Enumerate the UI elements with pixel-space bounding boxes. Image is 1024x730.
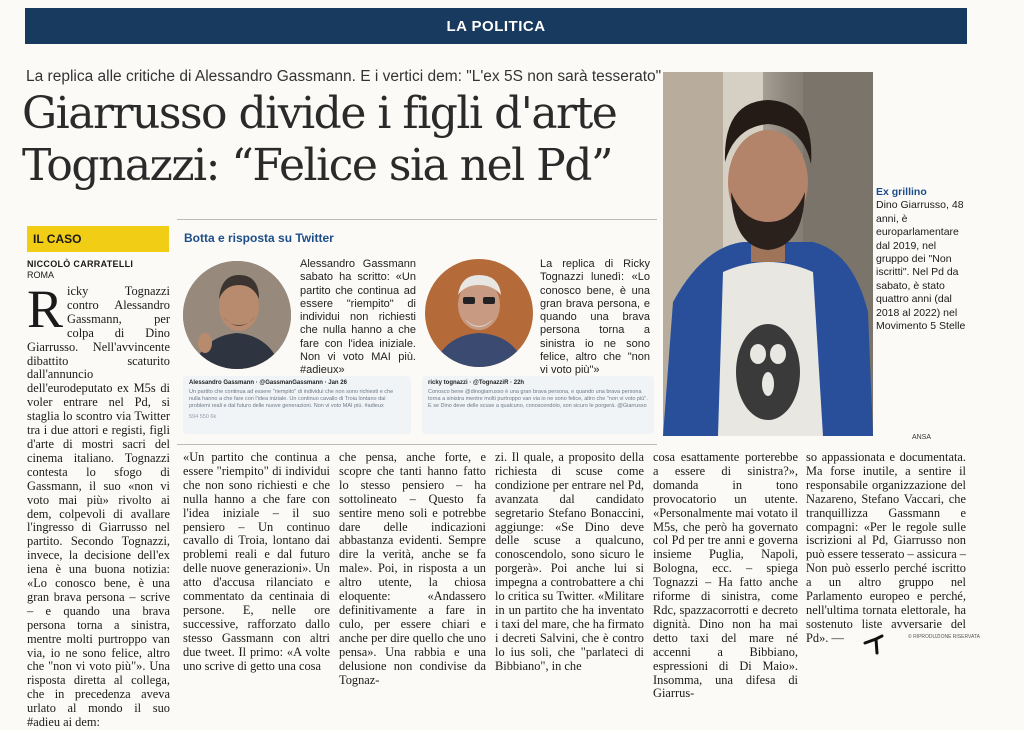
column-4-text: zi. Il quale, a proposito della richiesta di scuse come condizione per entrare nel Pd, avanzata dal candidato segretario Stefano Bonaccini, aggiunge: «Se Dino deve delle scuse a qualcuno, conoscendolo, sono sicuro le porgerà». Poi anche lui si impegna a controbattere a chi lo critica su Twitter. «Militare in un partito che ha inventato i taxi del mare, che ha firmato i decreti Salvini, che è contro lo ius soli, che "parlateci di Bibbiano", in che — [495, 450, 644, 673]
tweet1-footer: 594 550 6k — [189, 414, 217, 420]
article-column-2 — [183, 451, 330, 674]
photo-caption — [876, 186, 968, 333]
kicker: La replica alle critiche di Alessandro Gassmann. E i vertici dem: "L'ex 5S non sarà tesserato" — [26, 68, 662, 85]
gassmann-photo — [183, 261, 291, 369]
drop-cap: R — [27, 279, 64, 339]
caption-text: Dino Giarrusso, 48 anni, è europarlamentare dal 2019, nel gruppo dei "Non iscritti". Nel Pd da sabato, è stato quattro anni (dal 2018 al 2022) nel Movimento 5 Stelle — [876, 199, 966, 333]
copyright-note: © RIPRODUZIONE RISERVATA — [908, 634, 980, 640]
article-column-4 — [495, 451, 644, 674]
author-byline: NICCOLÒ CARRATELLI — [27, 259, 134, 269]
article-column-3 — [339, 451, 486, 687]
column-3-text: che pensa, anche forte, e scopre che tanti hanno fatto lo stesso pensiero – ha sottolineato – Questo fa sentire meno soli e potrebbe dare delle indicazioni abbastanza evidenti. Sempre dire la verità, anche se fa male». Poi, in risposta a un altro utente, la chiosa eloquente: «Andassero definitivamente a fare in culo, per essere chiari e anche per dire quello che uno pensa». Una rabbia e una delusione non condivise da Tognaz- — [339, 450, 486, 687]
logo-mark — [862, 633, 892, 655]
column-6-text: so appassionata e documentata. Ma forse inutile, a sentire il responsabile organizzazione del Nazareno, Stefano Vaccari, che tranquillizza Gassmann e compagni: «Per le regole sulle iscrizioni al Pd, Giarrusso non può essere tesserato – assicura – Non può esserlo perché iscritto a un altro gruppo nel Parlamento europeo e perché, nell'ultima tornata elettorale, ha sostenuto liste avversarie del Pd». — — [806, 450, 966, 645]
gassmann-illustration — [183, 261, 291, 369]
caption-title: Ex grillino — [876, 186, 927, 198]
tweet1-body: Un partito che continua ad essere "riempito" di individui che non sono richiesti e che nulla hanno a che fare con l'idea iniziale. Un continuo cavallo di Troia lontano dai problemi reali e dal futuro delle nuove generazioni. Non vi voto MAI più. #adieux — [189, 389, 394, 409]
headline-line2: Tognazzi: “Felice sia nel Pd” — [22, 140, 612, 191]
article-column-5 — [653, 451, 798, 701]
column-5-text: cosa esattamente porterebbe a essere di sinistra?», domanda in tono provocatorio un utente. «Personalmente mai votato il M5s, che però ha governato col Pd per tre anni e governa insieme Puglia, Napoli, Bologna, ecc. – spiega Tognazzi – Ha fatto anche riforme di sinistra, come Rdc, spazzacorrotti e decreto dignità. Dino non ha mai detto taxi del mare né accenni a Bibbiano, espressioni di Di Maio». Insomma, una difesa di Giarrus- — [653, 450, 798, 701]
article-column-1 — [27, 279, 170, 730]
tweet2-body: Conosco bene @dinogiarrusso è una gran brava persona, e quando una brava persona torna a sinistra mentre molti purtroppo van via io ne sono felice, altro che "non vi voto più". E se Dino deve delle scuse a qualcuno, conoscendolo, son sicuro le porgerà. @Giarrusso — [428, 389, 648, 409]
gassmann-quote: Alessandro Gassmann sabato ha scritto: «Un partito che continua ad essere "riempito" di individui non richiesti che nulla hanno a che fare con l'idea iniziale. Non vi voto MAI più. #adieux» — [300, 258, 416, 377]
portrait-photo — [663, 72, 873, 436]
column-1-text: icky Tognazzi contro Alessandro Gassmann, per colpa di Dino Giarrusso. Nell'avvincente dibattito scaturito dall'annuncio dell'eurodeputato ex M5s di voler entrare nel Pd, si staglia lo scontro via Twitter tra i due attori e registi, figli d'arte di mostri sacri del cinema italiano. Tognazzi contesta lo sfogo di Gassmann, il suo «non vi voto mai più» rivolto ai dem, colpevoli di avallare l'ingresso di Giarrusso nel partito. Secondo Tognazzi, invece, la decisione dell'ex iena è una buona notizia: «Lo conosco bene, è una gran brava persona – scrive – e quando una brava persona torna a sinistra, mentre molti purtroppo van via, io ne sono felice, altro che "non vi voto più"». Una risposta diretta al collega, che in precedenza aveva urlato al mondo il suo #adieu ai dem: — [27, 284, 170, 730]
portrait-illustration — [663, 72, 873, 436]
section-label: LA POLITICA — [446, 17, 546, 35]
headline — [22, 88, 672, 192]
il-caso-label: IL CASO — [33, 232, 82, 246]
headline-line1: Giarrusso divide i figli d'arte — [22, 88, 617, 139]
dateline-city: ROMA — [27, 270, 54, 280]
photo-credit: ANSA — [912, 434, 932, 441]
twitter-box-title: Botta e risposta su Twitter — [184, 231, 334, 245]
divider — [177, 444, 657, 445]
tweet-screenshot-tognazzi — [422, 376, 654, 434]
article-column-6 — [806, 451, 966, 646]
tweet1-header: Alessandro Gassmann · @GassmanGassmann · Jan 26 — [189, 380, 347, 386]
column-2-text: «Un partito che continua a essere "riempito" di individui che non sono richiesti e che nulla hanno a che fare con l'idea iniziale – il suo pensiero – Un continuo cavallo di Troia, lontano dai problemi reali e dal futuro delle nuove generazioni». Un atto d'accusa rilanciato e commentato da centinaia di persone. E, nelle ore successive, rafforzato dallo stesso Gassmann con altri due tweet. Il primo: «A volte uno scrive di getto una cosa — [183, 450, 330, 673]
tognazzi-illustration — [425, 259, 533, 367]
tognazzi-quote: La replica di Ricky Tognazzi lunedì: «Lo conosco bene, è una gran brava persona, e quando una brava persona torna a sinistra io ne sono felice, altro che "non vi voto più"» — [540, 258, 650, 377]
tweet2-header: ricky tognazzi · @TognazziR · 22h — [428, 380, 525, 386]
tweet-screenshot-gassmann — [183, 376, 411, 434]
section-banner — [25, 8, 967, 44]
il-caso-tag — [27, 226, 169, 252]
tognazzi-photo — [425, 259, 533, 367]
